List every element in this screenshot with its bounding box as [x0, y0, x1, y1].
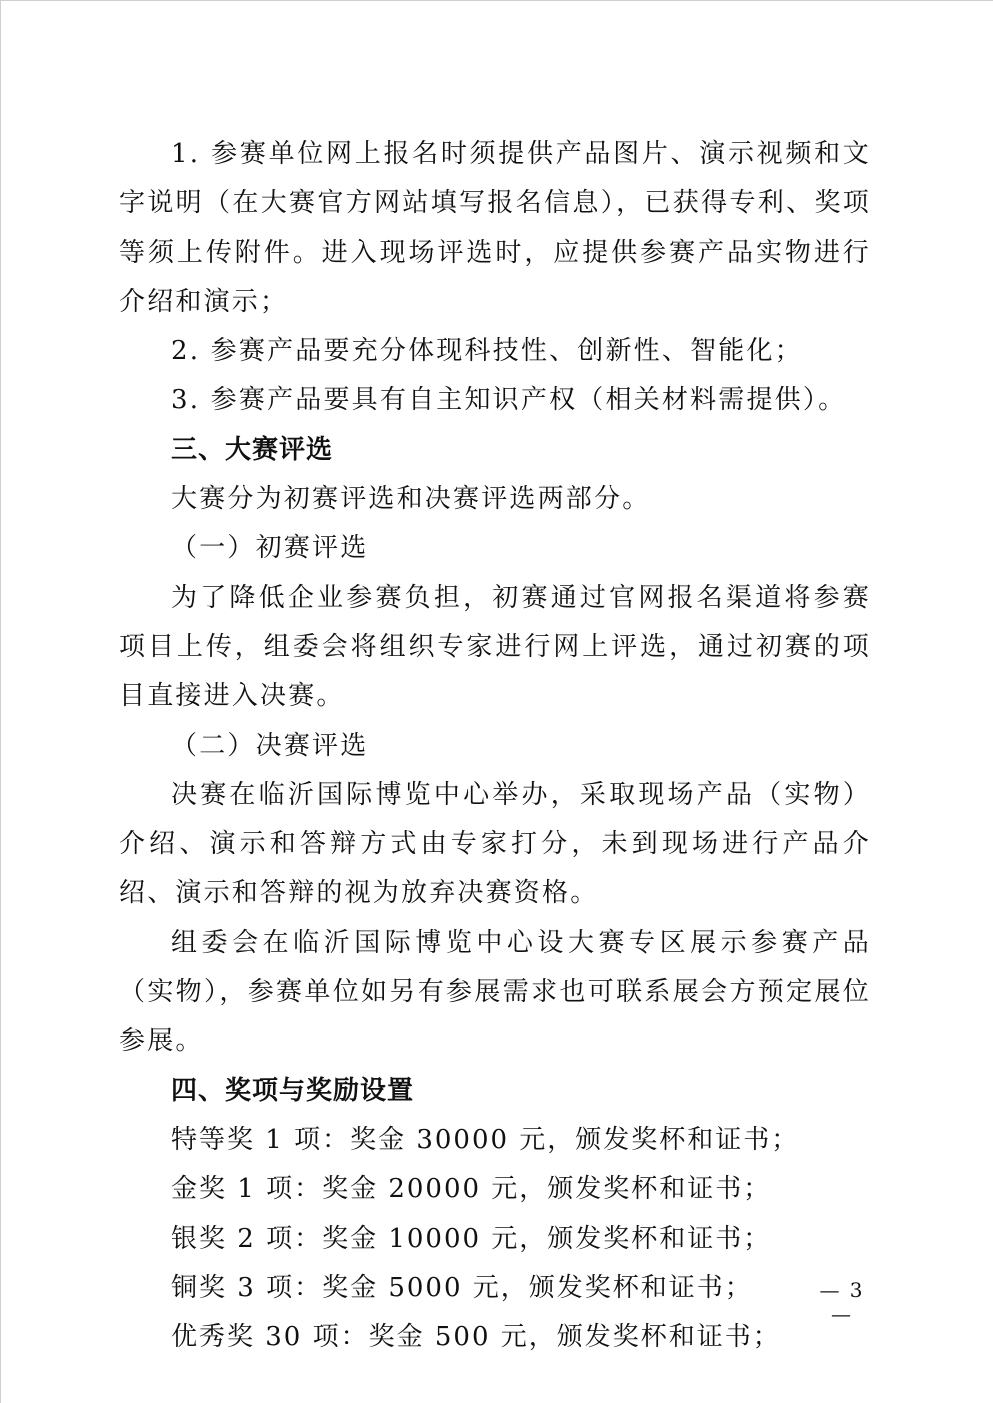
section-heading-awards: 四、奖项与奖励设置 [171, 1075, 415, 1106]
page-number: — 3 — [819, 1278, 865, 1326]
award-item-grand: 特等奖 1 项：奖金 30000 元，颁发奖杯和证书； [171, 1124, 800, 1155]
page-edge-top [0, 0, 993, 1]
page-edge-left [0, 0, 1, 1403]
paragraph-requirement-1: 1. 参赛单位网上报名时须提供产品图片、演示视频和文字说明（在大赛官方网站填写报名信息），已获得专利、奖项等须上传附件。进入现场评选时，应提供参赛产品实物进行介绍和演示； [119, 139, 871, 317]
paragraph-preliminary: 为了降低企业参赛负担，初赛通过官网报名渠道将参赛项目上传，组委会将组织专家进行网上评选，通过初赛的项目直接进入决赛。 [119, 582, 871, 712]
paragraph-selection-overview: 大赛分为初赛评选和决赛评选两部分。 [171, 484, 651, 515]
document-body [119, 130, 871, 1362]
paragraph-requirement-2: 2. 参赛产品要充分体现科技性、创新性、智能化； [171, 336, 803, 367]
award-item-silver: 银奖 2 项：奖金 10000 元，颁发奖杯和证书； [171, 1223, 772, 1254]
award-item-excellence: 优秀奖 30 项：奖金 500 元，颁发奖杯和证书； [171, 1322, 781, 1353]
paragraph-final: 决赛在临沂国际博览中心举办，采取现场产品（实物）介绍、演示和答辩方式由专家打分，未到现场进行产品介绍、演示和答辩的视为放弃决赛资格。 [119, 779, 871, 909]
section-heading-competition-selection: 三、大赛评选 [171, 434, 334, 465]
paragraph-exhibition: 组委会在临沂国际博览中心设大赛专区展示参赛产品（实物），参赛单位如另有参展需求也可联系展会方预定展位参展。 [119, 927, 871, 1057]
subheading-preliminary: （一）初赛评选 [171, 533, 369, 564]
paragraph-requirement-3: 3. 参赛产品要具有自主知识产权（相关材料需提供）。 [171, 385, 847, 416]
subheading-final: （二）决赛评选 [171, 730, 369, 761]
award-item-bronze: 铜奖 3 项：奖金 5000 元，颁发奖杯和证书； [171, 1272, 753, 1303]
award-item-gold: 金奖 1 项：奖金 20000 元，颁发奖杯和证书； [171, 1174, 772, 1205]
